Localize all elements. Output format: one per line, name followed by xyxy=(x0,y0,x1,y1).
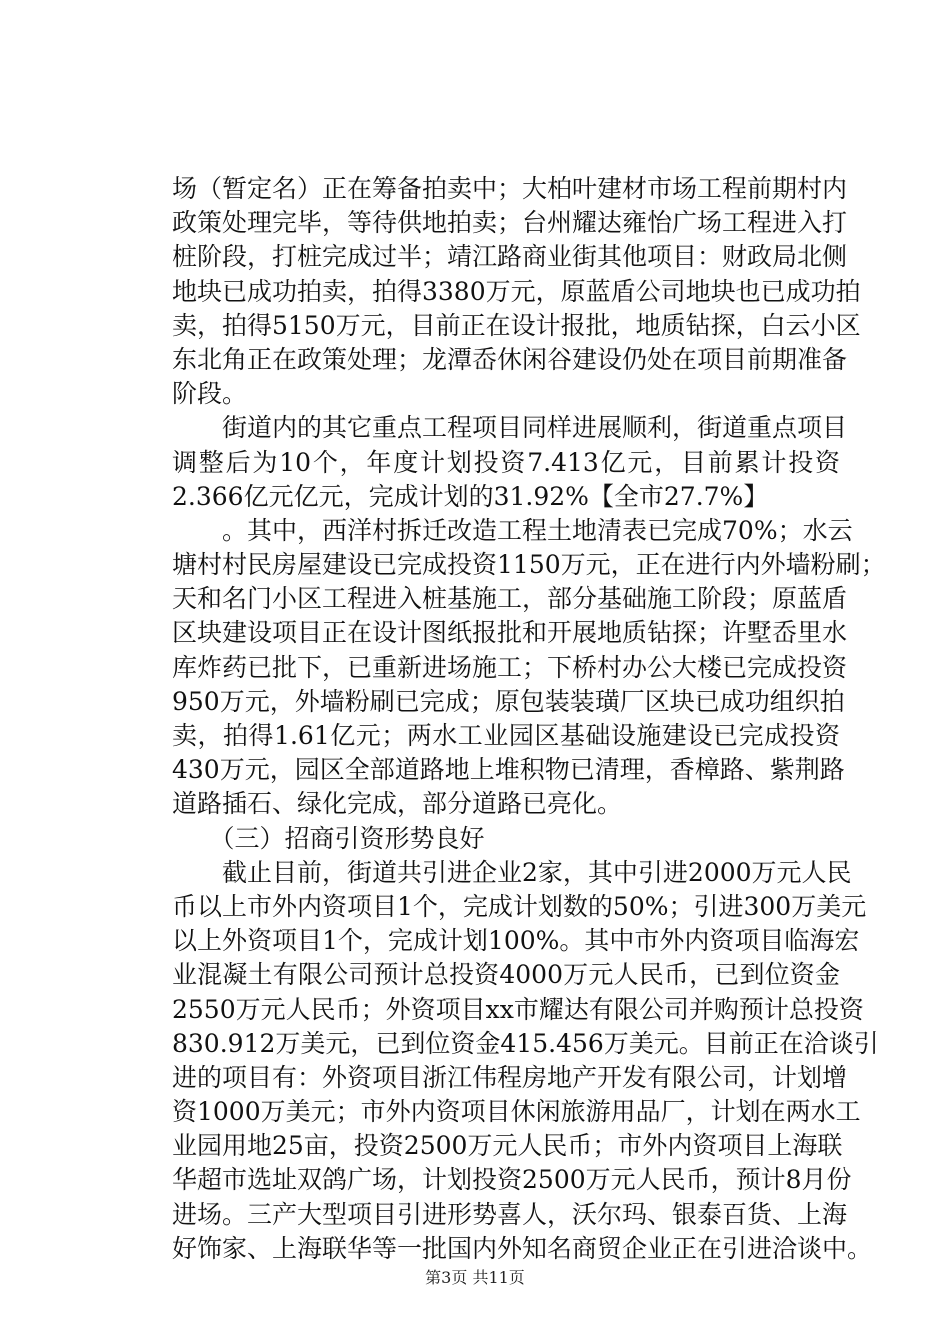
text-line: 天和名门小区工程进入桩基施工，部分基础施工阶段；原蓝盾 xyxy=(172,584,848,614)
text-line: 好饰家、上海联华等一批国内外知名商贸企业正在引进洽谈中。 xyxy=(172,1233,873,1263)
text-line: 430万元，园区全部道路地上堆积物已清理，香樟路、紫荆路 xyxy=(172,755,845,785)
text-line: 进的项目有：外资项目浙江伟程房地产开发有限公司，计划增 xyxy=(172,1062,848,1092)
text-line: 区块建设项目正在设计图纸报批和开展地质钻探；许墅岙里水 xyxy=(172,618,848,648)
text-line: 东北角正在政策处理；龙潭岙休闲谷建设仍处在项目前期准备 xyxy=(172,344,848,374)
section-heading-text: （三）招商引资形势良好 xyxy=(172,823,485,853)
text-line: 业混凝土有限公司预计总投资4000万元人民币，已到位资金 xyxy=(172,960,840,990)
text-line: 950万元，外墙粉刷已完成；原包装装璜厂区块已成功组织拍 xyxy=(172,686,845,716)
text-line: 塘村村民房屋建设已完成投资1150万元，正在进行内外墙粉刷； xyxy=(172,550,886,580)
paragraph-4 xyxy=(172,856,879,1266)
text-line: 资1000万美元；市外内资项目休闲旅游用品厂，计划在两水工 xyxy=(172,1097,861,1127)
text-line: 830.912万美元，已到位资金415.456万美元。目前正在洽谈引 xyxy=(172,1028,879,1058)
document-body xyxy=(172,172,886,1266)
text-line: 地块已成功拍卖，拍得3380万元，原蓝盾公司地块也已成功拍 xyxy=(172,276,861,306)
text-line: 业园用地25亩，投资2500万元人民币；市外内资项目上海联 xyxy=(172,1131,843,1161)
paragraph-3 xyxy=(172,514,886,822)
section-heading xyxy=(172,822,840,856)
text-line: 场（暂定名）正在筹备拍卖中；大柏叶建材市场工程前期村内 xyxy=(172,174,848,203)
text-line: 道路插石、绿化完成，部分道路已亮化。 xyxy=(172,789,623,819)
text-line: 华超市选址双鸽广场，计划投资2500万元人民币，预计8月份 xyxy=(172,1165,852,1195)
text-line: 库炸药已批下，已重新进场施工；下桥村办公大楼已完成投资 xyxy=(172,652,848,682)
text-line: 街道内的其它重点工程项目同样进展顺利，街道重点项目 xyxy=(172,413,848,443)
text-line: 卖，拍得5150万元，目前正在设计报批，地质钻探，白云小区 xyxy=(172,310,861,340)
text-line: 政策处理完毕，等待供地拍卖；台州耀达雍怡广场工程进入打 xyxy=(172,208,848,238)
text-line: 币以上市外内资项目1个，完成计划数的50%；引进300万美元 xyxy=(172,891,867,921)
text-line: 进场。三产大型项目引进形势喜人，沃尔玛、银泰百货、上海 xyxy=(172,1199,848,1229)
text-line: 桩阶段，打桩完成过半；靖江路商业街其他项目：财政局北侧 xyxy=(172,242,848,272)
text-line: 2.366亿元亿元，完成计划的31.92%【全市27.7%】 xyxy=(172,481,769,511)
paragraph-2 xyxy=(172,411,848,514)
text-line: 截止目前，街道共引进企业2家，其中引进2000万元人民 xyxy=(172,857,852,887)
text-line: 调整后为10个，年度计划投资7.413亿元，目前累计投资 xyxy=(172,447,840,477)
text-line: 以上外资项目1个，完成计划100%。其中市外内资项目临海宏 xyxy=(172,926,860,956)
text-line: 。其中，西洋村拆迁改造工程土地清表已完成70%；水云 xyxy=(172,515,853,545)
text-line: 阶段。 xyxy=(172,379,248,409)
text-line: 卖，拍得1.61亿元；两水工业园区基础设施建设已完成投资 xyxy=(172,721,840,750)
text-line: 2550万元人民币；外资项目xx市耀达有限公司并购预计总投资 xyxy=(172,994,864,1024)
page-number-footer: 第3页 共11页 xyxy=(425,1268,525,1287)
paragraph-1 xyxy=(172,172,861,411)
